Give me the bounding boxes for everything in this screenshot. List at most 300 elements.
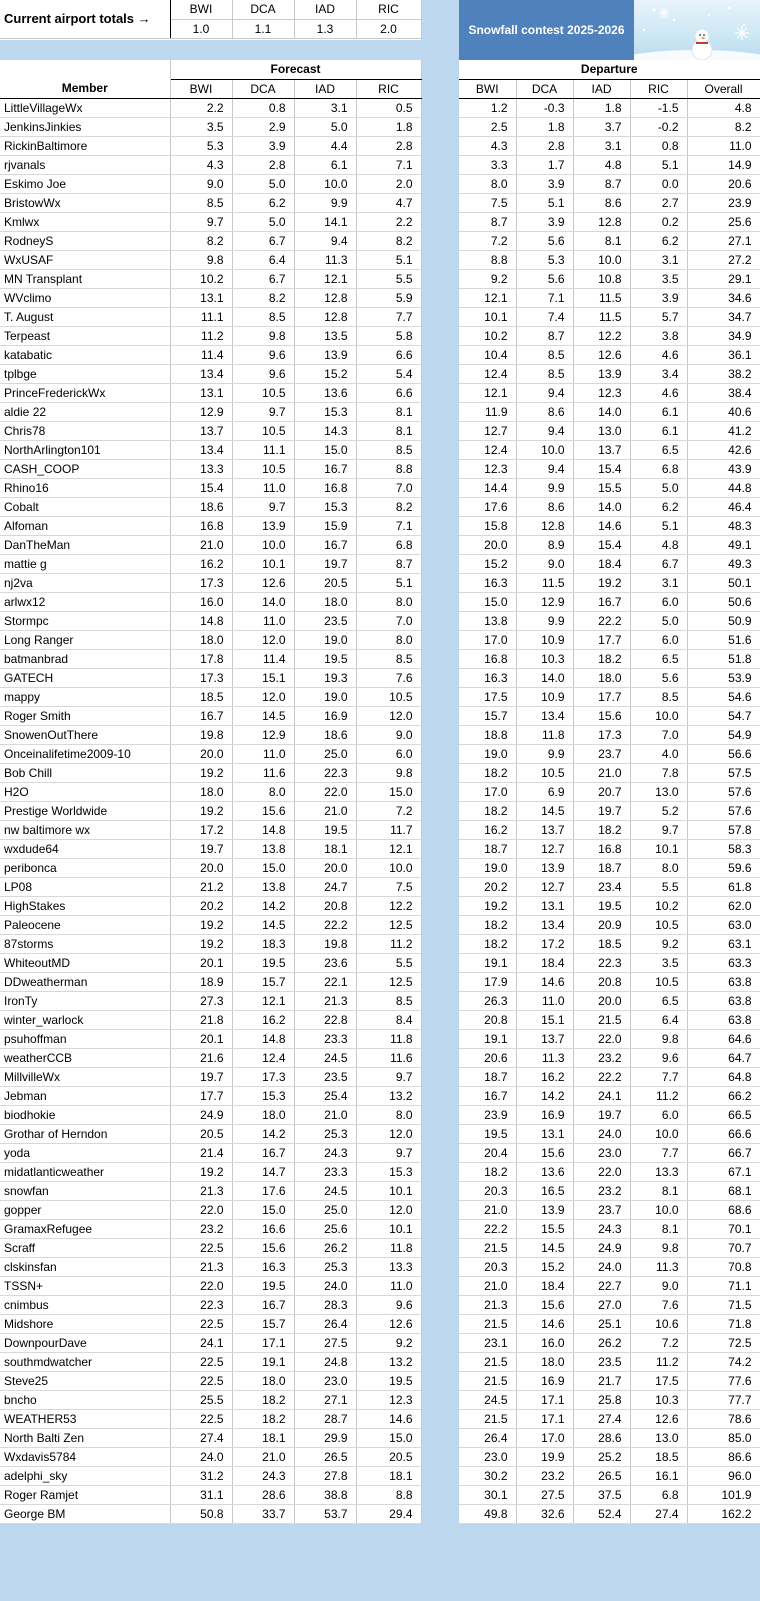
departure-cell: 6.7 [630, 554, 687, 573]
forecast-cell: 8.1 [356, 402, 421, 421]
departure-cell: 18.2 [573, 649, 630, 668]
table-row [459, 478, 760, 497]
departure-cell: 6.0 [630, 592, 687, 611]
totals-value-ric: 2.0 [356, 19, 421, 38]
departure-cell: 10.6 [630, 1314, 687, 1333]
forecast-cell: 24.0 [294, 1276, 356, 1295]
departure-cell: 8.0 [459, 174, 516, 193]
departure-cell: 13.9 [573, 364, 630, 383]
forecast-cell: 6.6 [356, 345, 421, 364]
departure-cell: 13.9 [516, 858, 573, 877]
departure-cell: 52.4 [573, 1504, 630, 1523]
departure-cell: 16.2 [516, 1067, 573, 1086]
member-name: Wxdavis5784 [0, 1447, 170, 1466]
member-name: SnowenOutThere [0, 725, 170, 744]
overall-cell: 57.6 [687, 782, 760, 801]
table-row [459, 326, 760, 345]
forecast-col-iad: IAD [294, 79, 356, 98]
overall-cell: 54.7 [687, 706, 760, 725]
overall-cell: 71.8 [687, 1314, 760, 1333]
overall-cell: 68.1 [687, 1181, 760, 1200]
forecast-cell: 18.6 [170, 497, 232, 516]
departure-cell: 22.2 [459, 1219, 516, 1238]
departure-cell: 22.2 [573, 1067, 630, 1086]
table-row [0, 478, 421, 497]
overall-cell: 78.6 [687, 1409, 760, 1428]
member-name: 87storms [0, 934, 170, 953]
forecast-cell: 19.2 [170, 934, 232, 953]
table-row [0, 1390, 421, 1409]
forecast-cell: 19.5 [294, 820, 356, 839]
forecast-cell: 31.2 [170, 1466, 232, 1485]
forecast-cell: 22.5 [170, 1409, 232, 1428]
forecast-cell: 3.9 [232, 136, 294, 155]
table-row [459, 630, 760, 649]
departure-cell: 7.6 [630, 1295, 687, 1314]
departure-cell: 18.2 [459, 763, 516, 782]
departure-cell: 3.1 [630, 573, 687, 592]
forecast-cell: 21.3 [170, 1181, 232, 1200]
departure-cell: 22.2 [573, 611, 630, 630]
departure-cell: 21.7 [573, 1371, 630, 1390]
table-row [459, 288, 760, 307]
overall-cell: 64.8 [687, 1067, 760, 1086]
forecast-cell: 33.7 [232, 1504, 294, 1523]
forecast-cell: 21.3 [294, 991, 356, 1010]
forecast-cell: 2.2 [170, 98, 232, 117]
departure-cell: 20.0 [573, 991, 630, 1010]
overall-cell: 53.9 [687, 668, 760, 687]
forecast-cell: 16.7 [294, 535, 356, 554]
departure-cell: 6.0 [630, 630, 687, 649]
departure-cell: 18.8 [459, 725, 516, 744]
forecast-cell: 31.1 [170, 1485, 232, 1504]
departure-cell: 15.5 [516, 1219, 573, 1238]
departure-cell: 17.7 [573, 630, 630, 649]
departure-cell: 3.5 [630, 953, 687, 972]
departure-cell: 5.5 [630, 877, 687, 896]
table-row [0, 1447, 421, 1466]
departure-cell: 6.8 [630, 459, 687, 478]
forecast-cell: 11.1 [170, 307, 232, 326]
departure-cell: 23.9 [459, 1105, 516, 1124]
forecast-cell: 15.4 [170, 478, 232, 497]
forecast-cell: 24.3 [294, 1143, 356, 1162]
table-row [0, 1295, 421, 1314]
departure-cell: 21.5 [459, 1238, 516, 1257]
table-row [459, 915, 760, 934]
forecast-cell: 19.2 [170, 801, 232, 820]
departure-cell: 9.8 [630, 1238, 687, 1257]
forecast-cell: 23.5 [294, 611, 356, 630]
departure-cell: 8.6 [516, 497, 573, 516]
table-row [459, 687, 760, 706]
forecast-cell: 10.5 [232, 421, 294, 440]
forecast-cell: 12.9 [232, 725, 294, 744]
forecast-cell: 24.7 [294, 877, 356, 896]
table-row [459, 155, 760, 174]
departure-cell: 16.9 [516, 1371, 573, 1390]
departure-cell: 16.9 [516, 1105, 573, 1124]
table-row [459, 1048, 760, 1067]
forecast-cell: 15.3 [356, 1162, 421, 1181]
departure-cell: 6.2 [630, 231, 687, 250]
departure-cell: 4.8 [573, 155, 630, 174]
totals-airport-bwi: BWI [170, 0, 232, 19]
departure-cell: 2.5 [459, 117, 516, 136]
departure-cell: 17.5 [630, 1371, 687, 1390]
departure-cell: 18.4 [573, 554, 630, 573]
departure-cell: 30.1 [459, 1485, 516, 1504]
forecast-cell: 22.5 [170, 1371, 232, 1390]
totals-airport-ric: RIC [356, 0, 421, 19]
forecast-cell: 18.2 [232, 1390, 294, 1409]
forecast-cell: 28.3 [294, 1295, 356, 1314]
table-row [459, 611, 760, 630]
forecast-cell: 19.1 [232, 1352, 294, 1371]
member-name: wxdude64 [0, 839, 170, 858]
forecast-cell: 1.8 [356, 117, 421, 136]
departure-cell: 8.7 [516, 326, 573, 345]
member-name: MN Transplant [0, 269, 170, 288]
departure-cell: 1.7 [516, 155, 573, 174]
member-name: Rhino16 [0, 478, 170, 497]
forecast-cell: 8.0 [356, 592, 421, 611]
forecast-cell: 29.4 [356, 1504, 421, 1523]
forecast-cell: 5.0 [232, 174, 294, 193]
forecast-cell: 6.1 [294, 155, 356, 174]
overall-cell: 42.6 [687, 440, 760, 459]
forecast-cell: 27.8 [294, 1466, 356, 1485]
departure-cell: 13.7 [573, 440, 630, 459]
departure-cell: 5.1 [516, 193, 573, 212]
forecast-cell: 13.8 [232, 877, 294, 896]
table-row [0, 516, 421, 535]
forecast-cell: 22.5 [170, 1352, 232, 1371]
table-row [459, 459, 760, 478]
overall-cell: 27.1 [687, 231, 760, 250]
departure-cell: 12.1 [459, 383, 516, 402]
departure-cell: 7.2 [459, 231, 516, 250]
table-row [0, 991, 421, 1010]
table-row [459, 174, 760, 193]
forecast-cell: 14.2 [232, 1124, 294, 1143]
table-row [0, 402, 421, 421]
departure-cell: 18.2 [459, 934, 516, 953]
forecast-cell: 7.7 [356, 307, 421, 326]
forecast-cell: 22.3 [294, 763, 356, 782]
table-row [0, 611, 421, 630]
member-name: Onceinalifetime2009-10 [0, 744, 170, 763]
forecast-cell: 18.3 [232, 934, 294, 953]
table-row [459, 763, 760, 782]
departure-cell: 9.9 [516, 611, 573, 630]
forecast-cell: 18.2 [232, 1409, 294, 1428]
member-name: Scraff [0, 1238, 170, 1257]
overall-cell: 43.9 [687, 459, 760, 478]
forecast-cell: 12.3 [356, 1390, 421, 1409]
departure-cell: 24.0 [573, 1257, 630, 1276]
forecast-cell: 9.8 [356, 763, 421, 782]
forecast-cell: 8.2 [170, 231, 232, 250]
member-name: North Balti Zen [0, 1428, 170, 1447]
forecast-cell: 27.1 [294, 1390, 356, 1409]
forecast-cell: 11.0 [356, 1276, 421, 1295]
forecast-cell: 19.0 [294, 630, 356, 649]
forecast-cell: 15.3 [232, 1086, 294, 1105]
departure-cell: 21.5 [459, 1352, 516, 1371]
table-row [0, 136, 421, 155]
departure-cell: 17.7 [573, 687, 630, 706]
forecast-cell: 22.1 [294, 972, 356, 991]
departure-cell: 21.3 [459, 1295, 516, 1314]
forecast-cell: 23.5 [294, 1067, 356, 1086]
forecast-cell: 9.8 [232, 326, 294, 345]
forecast-cell: 20.0 [294, 858, 356, 877]
departure-cell: 20.4 [459, 1143, 516, 1162]
table-row [0, 1181, 421, 1200]
departure-cell: 23.0 [573, 1143, 630, 1162]
departure-cell: 6.0 [630, 1105, 687, 1124]
departure-cell: 18.5 [630, 1447, 687, 1466]
forecast-cell: 25.3 [294, 1257, 356, 1276]
departure-cell: 10.5 [516, 763, 573, 782]
table-row [459, 896, 760, 915]
table-row [0, 98, 421, 117]
forecast-cell: 16.2 [232, 1010, 294, 1029]
departure-cell: 3.8 [630, 326, 687, 345]
departure-cell: 20.2 [459, 877, 516, 896]
overall-cell: 54.9 [687, 725, 760, 744]
table-row [459, 1333, 760, 1352]
departure-cell: 10.5 [630, 915, 687, 934]
forecast-cell: 8.2 [356, 497, 421, 516]
forecast-cell: 11.1 [232, 440, 294, 459]
departure-cell: 18.4 [516, 953, 573, 972]
departure-cell: 20.6 [459, 1048, 516, 1067]
table-row [0, 858, 421, 877]
forecast-cell: 15.7 [232, 972, 294, 991]
table-row [0, 250, 421, 269]
departure-cell: 26.4 [459, 1428, 516, 1447]
member-name: southmdwatcher [0, 1352, 170, 1371]
forecast-cell: 9.7 [170, 212, 232, 231]
departure-cell: 3.9 [516, 174, 573, 193]
member-name: nj2va [0, 573, 170, 592]
departure-cell: 5.1 [630, 516, 687, 535]
table-row [0, 364, 421, 383]
forecast-cell: 14.7 [232, 1162, 294, 1181]
table-row [0, 1067, 421, 1086]
departure-cell: 7.7 [630, 1067, 687, 1086]
contest-title-panel [459, 0, 760, 60]
departure-cell: 18.2 [459, 801, 516, 820]
forecast-cell: 14.5 [232, 915, 294, 934]
table-row [0, 1029, 421, 1048]
forecast-cell: 12.6 [356, 1314, 421, 1333]
departure-cell: 12.7 [459, 421, 516, 440]
forecast-cell: 11.8 [356, 1029, 421, 1048]
forecast-cell: 7.1 [356, 516, 421, 535]
departure-cell: 21.0 [573, 763, 630, 782]
departure-cell: 11.3 [630, 1257, 687, 1276]
departure-cell: 12.3 [459, 459, 516, 478]
forecast-cell: 21.0 [294, 801, 356, 820]
overall-cell: 46.4 [687, 497, 760, 516]
forecast-cell: 19.0 [294, 687, 356, 706]
departure-cell: 23.2 [516, 1466, 573, 1485]
departure-cell: 37.5 [573, 1485, 630, 1504]
overall-cell: 34.9 [687, 326, 760, 345]
member-name: WxUSAF [0, 250, 170, 269]
current-totals-panel [0, 0, 421, 40]
departure-cell: 19.7 [573, 1105, 630, 1124]
departure-cell: 6.1 [630, 402, 687, 421]
departure-cell: 23.7 [573, 744, 630, 763]
forecast-cell: 20.1 [170, 953, 232, 972]
departure-cell: 23.4 [573, 877, 630, 896]
departure-cell: 9.2 [459, 269, 516, 288]
departure-cell: 2.8 [516, 136, 573, 155]
forecast-cell: 17.3 [170, 668, 232, 687]
forecast-cell: 8.5 [170, 193, 232, 212]
departure-cell: 19.5 [459, 1124, 516, 1143]
departure-cell: 5.7 [630, 307, 687, 326]
forecast-cell: 13.1 [170, 383, 232, 402]
overall-cell: 36.1 [687, 345, 760, 364]
overall-cell: 29.1 [687, 269, 760, 288]
forecast-cell: 10.0 [294, 174, 356, 193]
forecast-cell: 22.5 [170, 1238, 232, 1257]
member-name: batmanbrad [0, 649, 170, 668]
departure-cell: 24.1 [573, 1086, 630, 1105]
table-row [0, 801, 421, 820]
member-name: biodhokie [0, 1105, 170, 1124]
departure-cell: 11.3 [516, 1048, 573, 1067]
table-row [0, 725, 421, 744]
forecast-cell: 22.8 [294, 1010, 356, 1029]
forecast-cell: 10.1 [356, 1219, 421, 1238]
departure-cell: 25.8 [573, 1390, 630, 1409]
forecast-cell: 8.1 [356, 421, 421, 440]
forecast-cell: 12.0 [232, 687, 294, 706]
table-row [0, 972, 421, 991]
overall-cell: 59.6 [687, 858, 760, 877]
forecast-cell: 22.0 [170, 1276, 232, 1295]
departure-cell: 3.9 [516, 212, 573, 231]
table-row [0, 915, 421, 934]
table-row [459, 1295, 760, 1314]
forecast-cell: 25.5 [170, 1390, 232, 1409]
member-name: clskinsfan [0, 1257, 170, 1276]
departure-cell: 22.7 [573, 1276, 630, 1295]
departure-cell: 11.2 [630, 1352, 687, 1371]
overall-cell: 25.6 [687, 212, 760, 231]
contest-title: Snowfall contest 2025-2026 [459, 0, 634, 60]
departure-cell: 3.1 [573, 136, 630, 155]
forecast-cell: 11.4 [170, 345, 232, 364]
departure-cell: 49.8 [459, 1504, 516, 1523]
departure-cell: 14.6 [516, 972, 573, 991]
table-row [459, 1428, 760, 1447]
forecast-cell: 16.8 [170, 516, 232, 535]
table-row [459, 497, 760, 516]
overall-cell: 4.8 [687, 98, 760, 117]
overall-cell: 51.8 [687, 649, 760, 668]
departure-cell: 14.0 [573, 497, 630, 516]
departure-cell: 7.2 [630, 1333, 687, 1352]
forecast-cell: 10.5 [232, 459, 294, 478]
forecast-cell: 23.3 [294, 1162, 356, 1181]
member-name: Chris78 [0, 421, 170, 440]
forecast-cell: 20.2 [170, 896, 232, 915]
member-name: adelphi_sky [0, 1466, 170, 1485]
forecast-cell: 11.8 [356, 1238, 421, 1257]
table-row [0, 1466, 421, 1485]
member-name: peribonca [0, 858, 170, 877]
forecast-cell: 14.0 [232, 592, 294, 611]
table-row [0, 1219, 421, 1238]
departure-cell: 10.2 [630, 896, 687, 915]
forecast-cell: 9.7 [232, 497, 294, 516]
table-row [459, 592, 760, 611]
departure-cell: 16.3 [459, 668, 516, 687]
member-name: NorthArlington101 [0, 440, 170, 459]
forecast-cell: 6.2 [232, 193, 294, 212]
overall-cell: 57.5 [687, 763, 760, 782]
departure-cell: 10.3 [516, 649, 573, 668]
departure-cell: 26.5 [573, 1466, 630, 1485]
table-row [0, 497, 421, 516]
forecast-cell: 16.7 [294, 459, 356, 478]
departure-cell: 7.1 [516, 288, 573, 307]
departure-cell: 9.0 [630, 1276, 687, 1295]
member-name: Alfoman [0, 516, 170, 535]
member-name: weatherCCB [0, 1048, 170, 1067]
forecast-cell: 25.3 [294, 1124, 356, 1143]
member-name: bncho [0, 1390, 170, 1409]
forecast-cell: 19.5 [294, 649, 356, 668]
departure-cell: 9.9 [516, 744, 573, 763]
totals-value-iad: 1.3 [294, 19, 356, 38]
table-row [0, 117, 421, 136]
current-totals-label: Current airport totals → [0, 0, 170, 38]
table-row [459, 345, 760, 364]
forecast-cell: 5.9 [356, 288, 421, 307]
departure-cell: 19.2 [573, 573, 630, 592]
overall-cell: 96.0 [687, 1466, 760, 1485]
table-row [0, 839, 421, 858]
forecast-cell: 26.5 [294, 1447, 356, 1466]
overall-cell: 56.6 [687, 744, 760, 763]
forecast-cell: 19.7 [170, 1067, 232, 1086]
departure-cell: 15.6 [573, 706, 630, 725]
forecast-cell: 12.1 [356, 839, 421, 858]
member-name: MillvilleWx [0, 1067, 170, 1086]
departure-cell: 16.1 [630, 1466, 687, 1485]
overall-cell: 51.6 [687, 630, 760, 649]
member-name: winter_warlock [0, 1010, 170, 1029]
member-name: WEATHER53 [0, 1409, 170, 1428]
forecast-cell: 7.5 [356, 877, 421, 896]
forecast-cell: 15.0 [232, 858, 294, 877]
table-row [459, 782, 760, 801]
forecast-cell: 18.0 [294, 592, 356, 611]
departure-cell: 11.5 [516, 573, 573, 592]
table-row [459, 1390, 760, 1409]
overall-cell: 14.9 [687, 155, 760, 174]
departure-cell: 13.1 [516, 1124, 573, 1143]
